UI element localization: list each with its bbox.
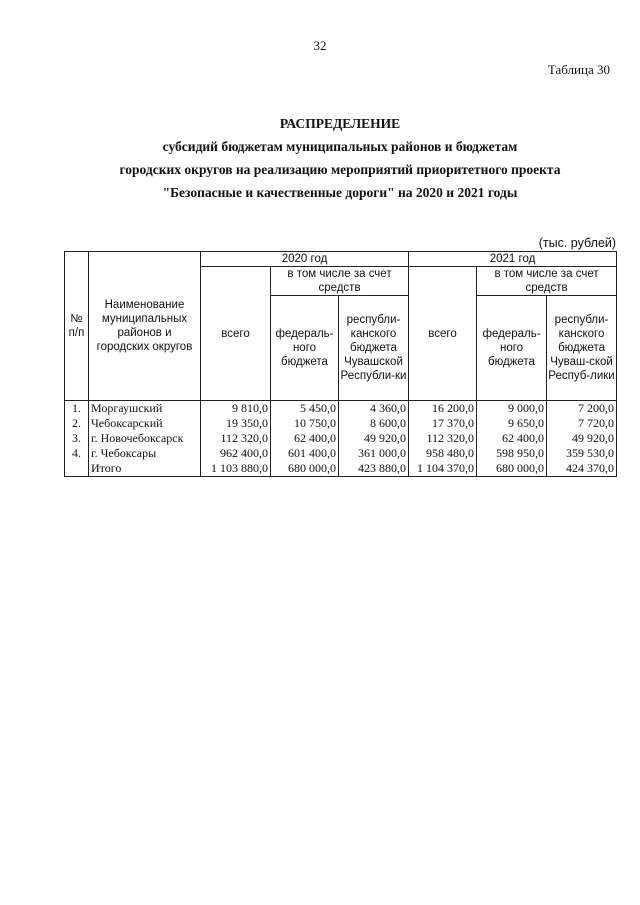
row-name: Моргаушский [89, 401, 201, 417]
cell-total-2021: 112 320,0 [409, 431, 477, 446]
header-republic-2020: республи-канского бюджета Чувашской Республи-ки [339, 296, 409, 401]
table-row [65, 416, 617, 431]
cell-federal-2020: 601 400,0 [271, 446, 339, 461]
row-number: 3. [65, 431, 89, 446]
total-republic-2020: 423 880,0 [339, 461, 409, 477]
cell-republic-2020: 4 360,0 [339, 401, 409, 417]
title-line-1: РАСПРЕДЕЛЕНИЕ [279, 116, 401, 131]
header-including-2021: в том числе за счет средств [477, 267, 617, 296]
table-row [65, 446, 617, 461]
total-republic-2021: 424 370,0 [547, 461, 617, 477]
header-name: Наименование муниципальных районов и городских округов [89, 252, 201, 401]
cell-federal-2020: 62 400,0 [271, 431, 339, 446]
total-federal-2021: 680 000,0 [477, 461, 547, 477]
cell-total-2020: 9 810,0 [201, 401, 271, 417]
subsidy-table [64, 251, 617, 477]
total-2020: 1 103 880,0 [201, 461, 271, 477]
header-total-2020: всего [201, 267, 271, 401]
total-federal-2020: 680 000,0 [271, 461, 339, 477]
header-federal-2021: федераль-ного бюджета [477, 296, 547, 401]
cell-republic-2020: 8 600,0 [339, 416, 409, 431]
row-name: г. Чебоксары [89, 446, 201, 461]
cell-federal-2020: 5 450,0 [271, 401, 339, 417]
document-title [60, 112, 620, 204]
row-number: 2. [65, 416, 89, 431]
cell-republic-2021: 7 720,0 [547, 416, 617, 431]
cell-republic-2020: 361 000,0 [339, 446, 409, 461]
cell-total-2021: 17 370,0 [409, 416, 477, 431]
row-name: Чебоксарский [89, 416, 201, 431]
table-row [65, 431, 617, 446]
units-note: (тыс. рублей) [538, 236, 616, 250]
cell-federal-2021: 598 950,0 [477, 446, 547, 461]
cell-total-2021: 16 200,0 [409, 401, 477, 417]
header-including-2020: в том числе за счет средств [271, 267, 409, 296]
page-number: 32 [313, 38, 327, 53]
total-row-number [65, 461, 89, 477]
cell-total-2020: 962 400,0 [201, 446, 271, 461]
row-number: 1. [65, 401, 89, 417]
header-total-2021: всего [409, 267, 477, 401]
cell-republic-2021: 49 920,0 [547, 431, 617, 446]
cell-total-2020: 19 350,0 [201, 416, 271, 431]
cell-total-2021: 958 480,0 [409, 446, 477, 461]
cell-republic-2020: 49 920,0 [339, 431, 409, 446]
cell-total-2020: 112 320,0 [201, 431, 271, 446]
title-line-3: городских округов на реализацию мероприятий приоритетного проекта [119, 162, 561, 177]
total-2021: 1 104 370,0 [409, 461, 477, 477]
title-line-2: субсидий бюджетам муниципальных районов и бюджетам [162, 139, 518, 154]
table-label: Таблица 30 [547, 62, 610, 77]
cell-republic-2021: 359 530,0 [547, 446, 617, 461]
header-federal-2020: федераль-ного бюджета [271, 296, 339, 401]
header-year-2021: 2021 год [409, 252, 617, 267]
header-number: № п/п [65, 252, 89, 401]
cell-federal-2021: 9 000,0 [477, 401, 547, 417]
cell-republic-2021: 7 200,0 [547, 401, 617, 417]
cell-federal-2021: 62 400,0 [477, 431, 547, 446]
row-number: 4. [65, 446, 89, 461]
total-row-label: Итого [89, 461, 201, 477]
table-row [65, 401, 617, 417]
cell-federal-2020: 10 750,0 [271, 416, 339, 431]
title-line-4: "Безопасные и качественные дороги" на 2020 и 2021 годы [162, 185, 518, 200]
total-row [65, 461, 617, 477]
header-republic-2021: республи-канского бюджета Чуваш-ской Респуб-лики [547, 296, 617, 401]
cell-federal-2021: 9 650,0 [477, 416, 547, 431]
row-name: г. Новочебоксарск [89, 431, 201, 446]
header-year-2020: 2020 год [201, 252, 409, 267]
